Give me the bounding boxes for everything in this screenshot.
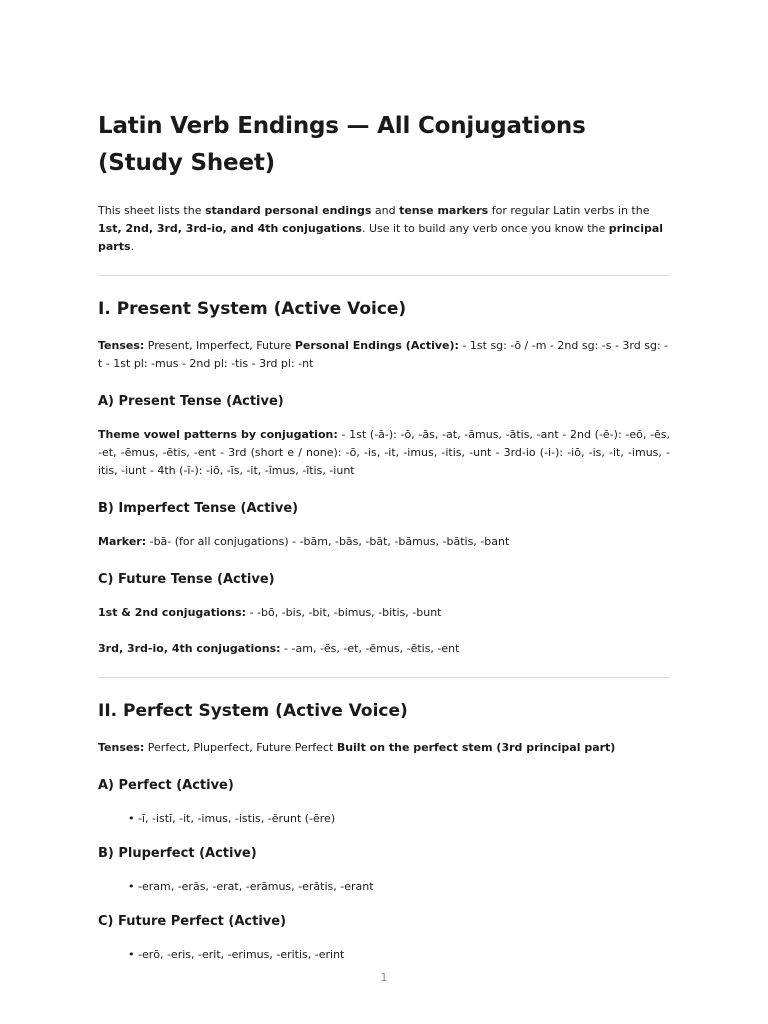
pluperfect-endings-item: • -eram, -erās, -erat, -erāmus, -erātis, -erant (128, 880, 374, 893)
section-heading-present-system: I. Present System (Active Voice) (98, 299, 407, 319)
page-number: 1 (380, 971, 388, 984)
perfect-stem-note: Built on the perfect stem (3rd principal part) (336, 741, 616, 754)
marker-text: -bā- (for all conjugations) - -bām, -bās, -bāt, -bāmus, -bātis, -bant (146, 535, 510, 548)
intro-text-3: for regular Latin verbs in the (488, 204, 650, 217)
page-title: Latin Verb Endings — All Conjugations (Study Sheet) (98, 113, 586, 176)
tenses-text: Perfect, Pluperfect, Future Perfect (144, 741, 337, 754)
personal-endings-label: Personal Endings (Active): (294, 339, 459, 352)
subheading-pluperfect: B) Pluperfect (Active) (98, 846, 257, 861)
intro-text-1: This sheet lists the (98, 204, 205, 217)
theme-vowel-label: Theme vowel patterns by conjugation: (98, 428, 338, 441)
intro-text-4: . Use it to build any verb once you know the (361, 222, 609, 235)
present-tense-patterns (98, 426, 670, 480)
subheading-future-perfect: C) Future Perfect (Active) (98, 914, 287, 929)
document-content (98, 108, 670, 963)
personal-endings-text: - 1st sg: -ō / -m - 2nd sg: -s - 3rd sg: -t - 1st pl: -mus - 2nd pl: -tis - 3rd pl: -nt (98, 339, 669, 370)
intro-bold-1: standard personal endings (204, 204, 372, 217)
future-3rd-4th-label: 3rd, 3rd-io, 4th conjugations: (98, 642, 281, 655)
future-1st-2nd-label: 1st & 2nd conjugations: (98, 606, 247, 619)
future-1st-2nd-text: - -bō, -bis, -bit, -bimus, -bitis, -bunt (246, 606, 442, 619)
divider (98, 275, 670, 276)
imperfect-tense-endings (98, 533, 670, 551)
divider (98, 677, 670, 678)
future-3rd-4th-endings (98, 640, 670, 658)
future-perfect-endings-item: • -erō, -eris, -erit, -erimus, -eritis, -erint (128, 948, 345, 961)
marker-label: Marker: (98, 535, 147, 548)
section-heading-perfect-system: II. Perfect System (Active Voice) (98, 701, 408, 721)
future-3rd-4th-text: - -am, -ēs, -et, -ēmus, -ētis, -ent (280, 642, 460, 655)
intro-text-2: and (371, 204, 400, 217)
tenses-label: Tenses: (98, 339, 145, 352)
tenses-label: Tenses: (98, 741, 145, 754)
intro-text-5: . (130, 240, 135, 253)
subheading-perfect: A) Perfect (Active) (98, 778, 234, 793)
intro-paragraph (98, 202, 670, 256)
present-system-tenses (98, 337, 670, 373)
future-1st-2nd-endings (98, 604, 670, 622)
subheading-present-tense: A) Present Tense (Active) (98, 394, 284, 409)
subheading-future-tense: C) Future Tense (Active) (98, 572, 275, 587)
perfect-endings-item: • -ī, -istī, -it, -imus, -istis, -ērunt (-ēre) (128, 812, 336, 825)
subheading-imperfect-tense: B) Imperfect Tense (Active) (98, 501, 299, 516)
theme-vowel-text: - 1st (-ā-): -ō, -ās, -at, -āmus, -ātis, -ant - 2nd (-ē-): -eō, -ēs, -et, -ēmus, -ētis, -ent - 3rd (short e / none): -ō, -is, -it, -imus, -itis, -unt - 3rd-io (-i-): -iō, -is, -it, -imus, -itis, -iunt - 4th (-ī-): -iō, -īs, -it, -īmus, -ītis, -iunt (98, 428, 670, 477)
perfect-system-tenses (98, 739, 670, 757)
intro-bold-3: 1st, 2nd, 3rd, 3rd-io, and 4th conjugations (98, 222, 362, 235)
intro-bold-2: tense markers (399, 204, 489, 217)
intro-bold-4: principal parts (98, 222, 664, 253)
tenses-text: Present, Imperfect, Future (144, 339, 295, 352)
